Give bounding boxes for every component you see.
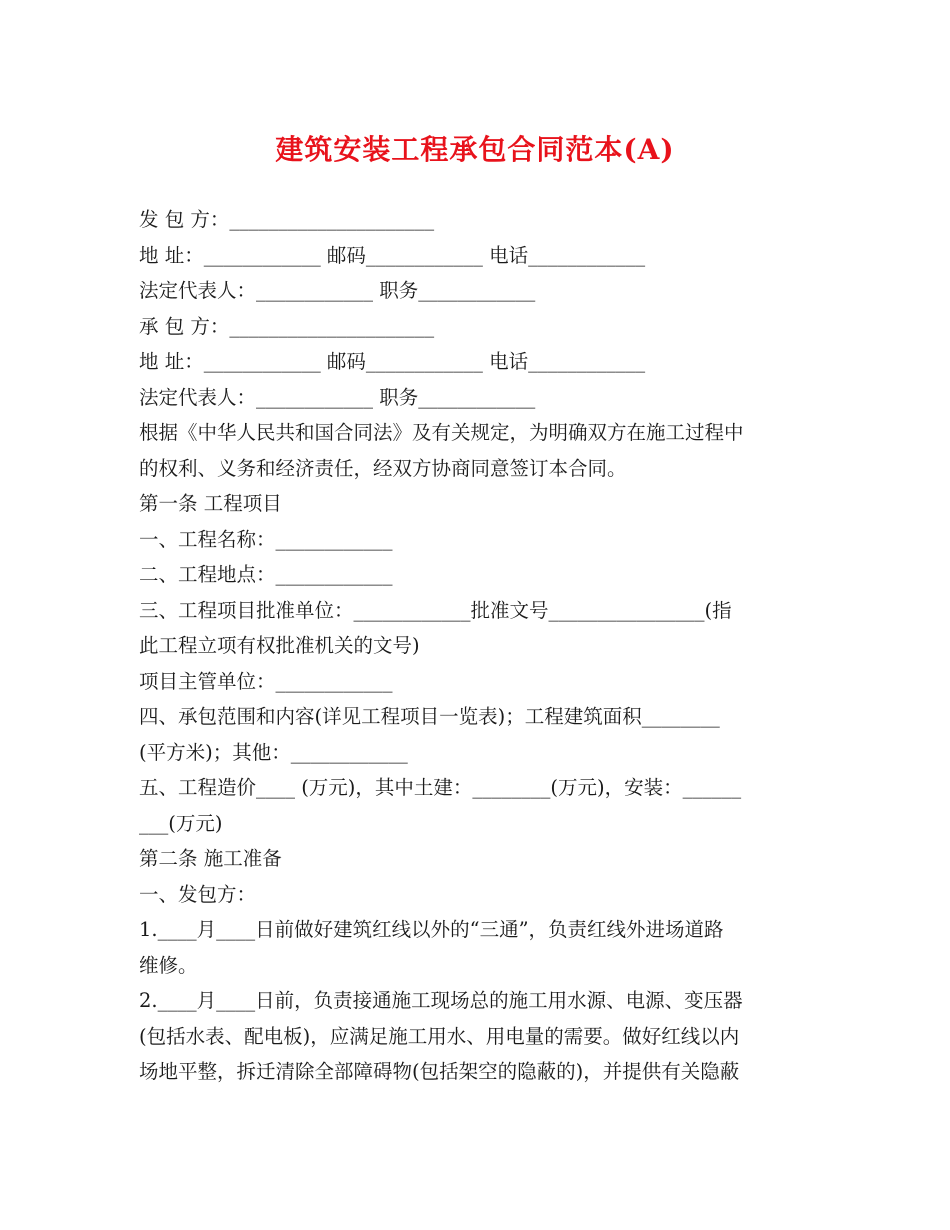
text-line: 此工程立项有权批准机关的文号) — [139, 634, 420, 657]
text-line: 根据《中华人民共和国合同法》及有关规定，为明确双方在施工过程中 — [139, 421, 744, 444]
text-line: (平方米)；其他：____________ — [139, 740, 408, 764]
text-line: ___(万元) — [139, 811, 223, 835]
text-line: 一、发包方： — [139, 882, 257, 906]
text-line: 发 包 方：_____________________ — [139, 208, 435, 231]
text-line: 法定代表人：____________ 职务____________ — [139, 279, 536, 302]
text-line: 四、承包范围和内容(详见工程项目一览表)；工程建筑面积________ — [139, 705, 720, 728]
text-line: 项目主管单位：____________ — [139, 669, 393, 693]
document-body — [139, 202, 815, 1090]
text-line: 地 址：____________ 邮码____________ 电话____________ — [139, 350, 646, 373]
text-line: 五、工程造价____ (万元)，其中土建：________(万元)，安装：______ — [139, 776, 742, 799]
text-line: 场地平整，拆迁清除全部障碍物(包括架空的隐蔽的)，并提供有关隐蔽 — [139, 1060, 740, 1083]
text-line: 法定代表人：____________ 职务____________ — [139, 385, 536, 409]
text-line: 1.____月____日前做好建筑红线以外的“三通”，负责红线外进场道路 — [139, 918, 724, 941]
text-line: 三、工程项目批准单位：____________批准文号________________(指 — [139, 598, 732, 622]
text-line: 地 址：____________ 邮码____________ 电话____________ — [139, 243, 646, 267]
text-line: 维修。 — [139, 953, 198, 977]
text-line: 一、工程名称：____________ — [139, 527, 393, 551]
text-line: (包括水表、配电板)，应满足施工用水、用电量的需要。做好红线以内 — [139, 1024, 740, 1048]
text-line: 的权利、义务和经济责任，经双方协商同意签订本合同。 — [139, 456, 627, 480]
section-heading: 第一条 工程项目 — [139, 492, 282, 515]
section-heading: 第二条 施工准备 — [139, 847, 282, 870]
text-line: 承 包 方：_____________________ — [139, 314, 435, 338]
document-title: 建筑安装工程承包合同范本(A) — [275, 133, 675, 166]
text-line: 2.____月____日前，负责接通施工现场总的施工用水源、电源、变压器 — [139, 989, 743, 1012]
text-line: 二、工程地点：____________ — [139, 563, 393, 586]
